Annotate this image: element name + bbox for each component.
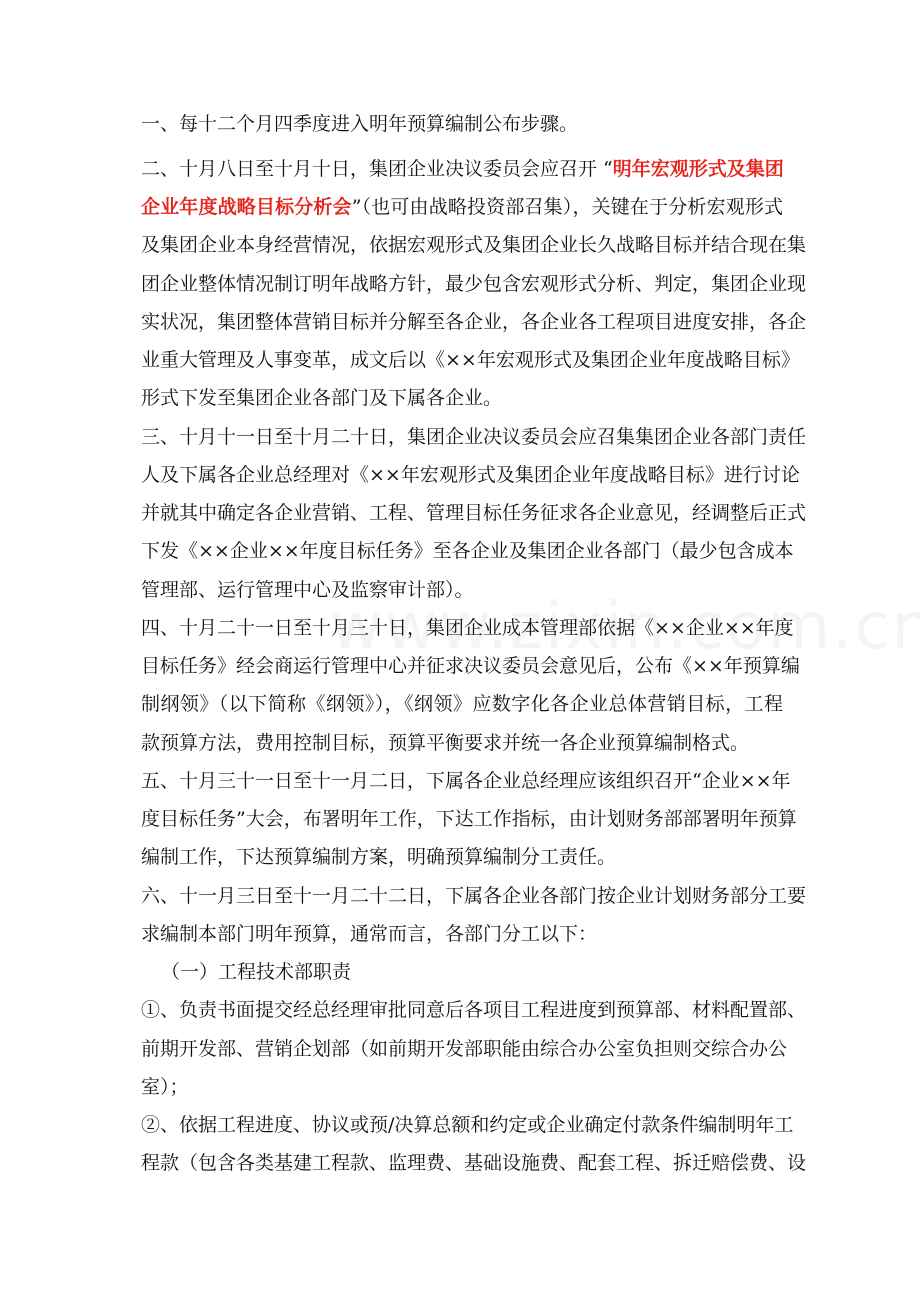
text-line: ②、依据工程进度、协议或预/决算总额和约定或企业确定付款条件编制明年工 <box>141 1114 794 1136</box>
text-line: 业重大管理及人事变革，成文后以《××年宏观形式及集团企业年度战略目标》 <box>141 349 800 371</box>
highlighted-title: 企业年度战略目标分析会 <box>141 196 352 218</box>
text-line: 编制工作，下达预算编制方案，明确预算编制分工责任。 <box>141 846 617 868</box>
text-line: 三、十月十一日至十月二十日，集团企业决议委员会应召集集团企业各部门责任 <box>141 426 807 448</box>
text-line: 室）； <box>141 1076 189 1098</box>
text-line: 及集团企业本身经营情况，依据宏观形式及集团企业长久战略目标并结合现在集 <box>141 234 807 256</box>
text-line: 人及下属各企业总经理对《××年宏观形式及集团企业年度战略目标》进行讨论 <box>141 464 800 486</box>
text-line: 并就其中确定各企业营销、工程、管理目标任务征求各企业意见，经调整后正式 <box>141 502 807 524</box>
text-line: 求编制本部门明年预算，通常而言，各部门分工以下： <box>141 923 598 945</box>
text-line: 前期开发部、营销企划部（如前期开发部职能由综合办公室负担则交综合办公 <box>141 1038 788 1060</box>
text-line: 制纲领》（以下简称《纲领》），《纲领》应数字化各企业总体营销目标，工程 <box>141 693 783 715</box>
highlighted-title: 明年宏观形式及集团 <box>612 158 784 180</box>
section-heading: （一）工程技术部职责 <box>161 961 352 983</box>
text-line: 六、十一月三日至十一月二十二日，下属各企业各部门按企业计划财务部分工要 <box>141 885 807 907</box>
text-line: 度目标任务”大会，布署明年工作，下达工作指标，由计划财务部部署明年预算 <box>141 808 797 830</box>
text-line: 一、每十二个月四季度进入明年预算编制公布步骤。 <box>141 113 579 135</box>
text-line: 实状况，集团整体营销目标并分解至各企业，各企业各工程项目进度安排，各企 <box>141 311 807 333</box>
text-line: 目标任务》经会商运行管理中心并征求决议委员会意见后，公布《××年预算编 <box>141 655 800 677</box>
text-line: 款预算方法，费用控制目标，预算平衡要求并统一各企业预算编制格式。 <box>141 732 750 754</box>
text-line: 团企业整体情况制订明年战略方针，最少包含宏观形式分析、判定，集团企业现 <box>141 273 807 295</box>
text-line: ①、负责书面提交经总经理审批同意后各项目工程进度到预算部、材料配置部、 <box>141 999 807 1021</box>
text-line: 二、十月八日至十月十日，集团企业决议委员会应召开 “明年宏观形式及集团 <box>141 158 784 180</box>
text-line: 管理部、运行管理中心及监察审计部）。 <box>141 579 474 601</box>
text-line: 下发《××企业××年度目标任务》至各企业及集团企业各部门（最少包含成本 <box>141 540 794 562</box>
text-line: 程款（包含各类基建工程款、监理费、基础设施费、配套工程、拆迁赔偿费、设 <box>141 1152 807 1174</box>
text-line: 四、十月二十一日至十月三十日，集团企业成本管理部依据《××企业××年度 <box>141 617 794 639</box>
text-line: 五、十月三十一日至十一月二日，下属各企业总经理应该组织召开“企业××年 <box>141 770 791 792</box>
text-line: 形式下发至集团企业各部门及下属各企业。 <box>141 387 503 409</box>
text-line: 企业年度战略目标分析会”（也可由战略投资部召集），关键在于分析宏观形式 <box>141 196 783 218</box>
